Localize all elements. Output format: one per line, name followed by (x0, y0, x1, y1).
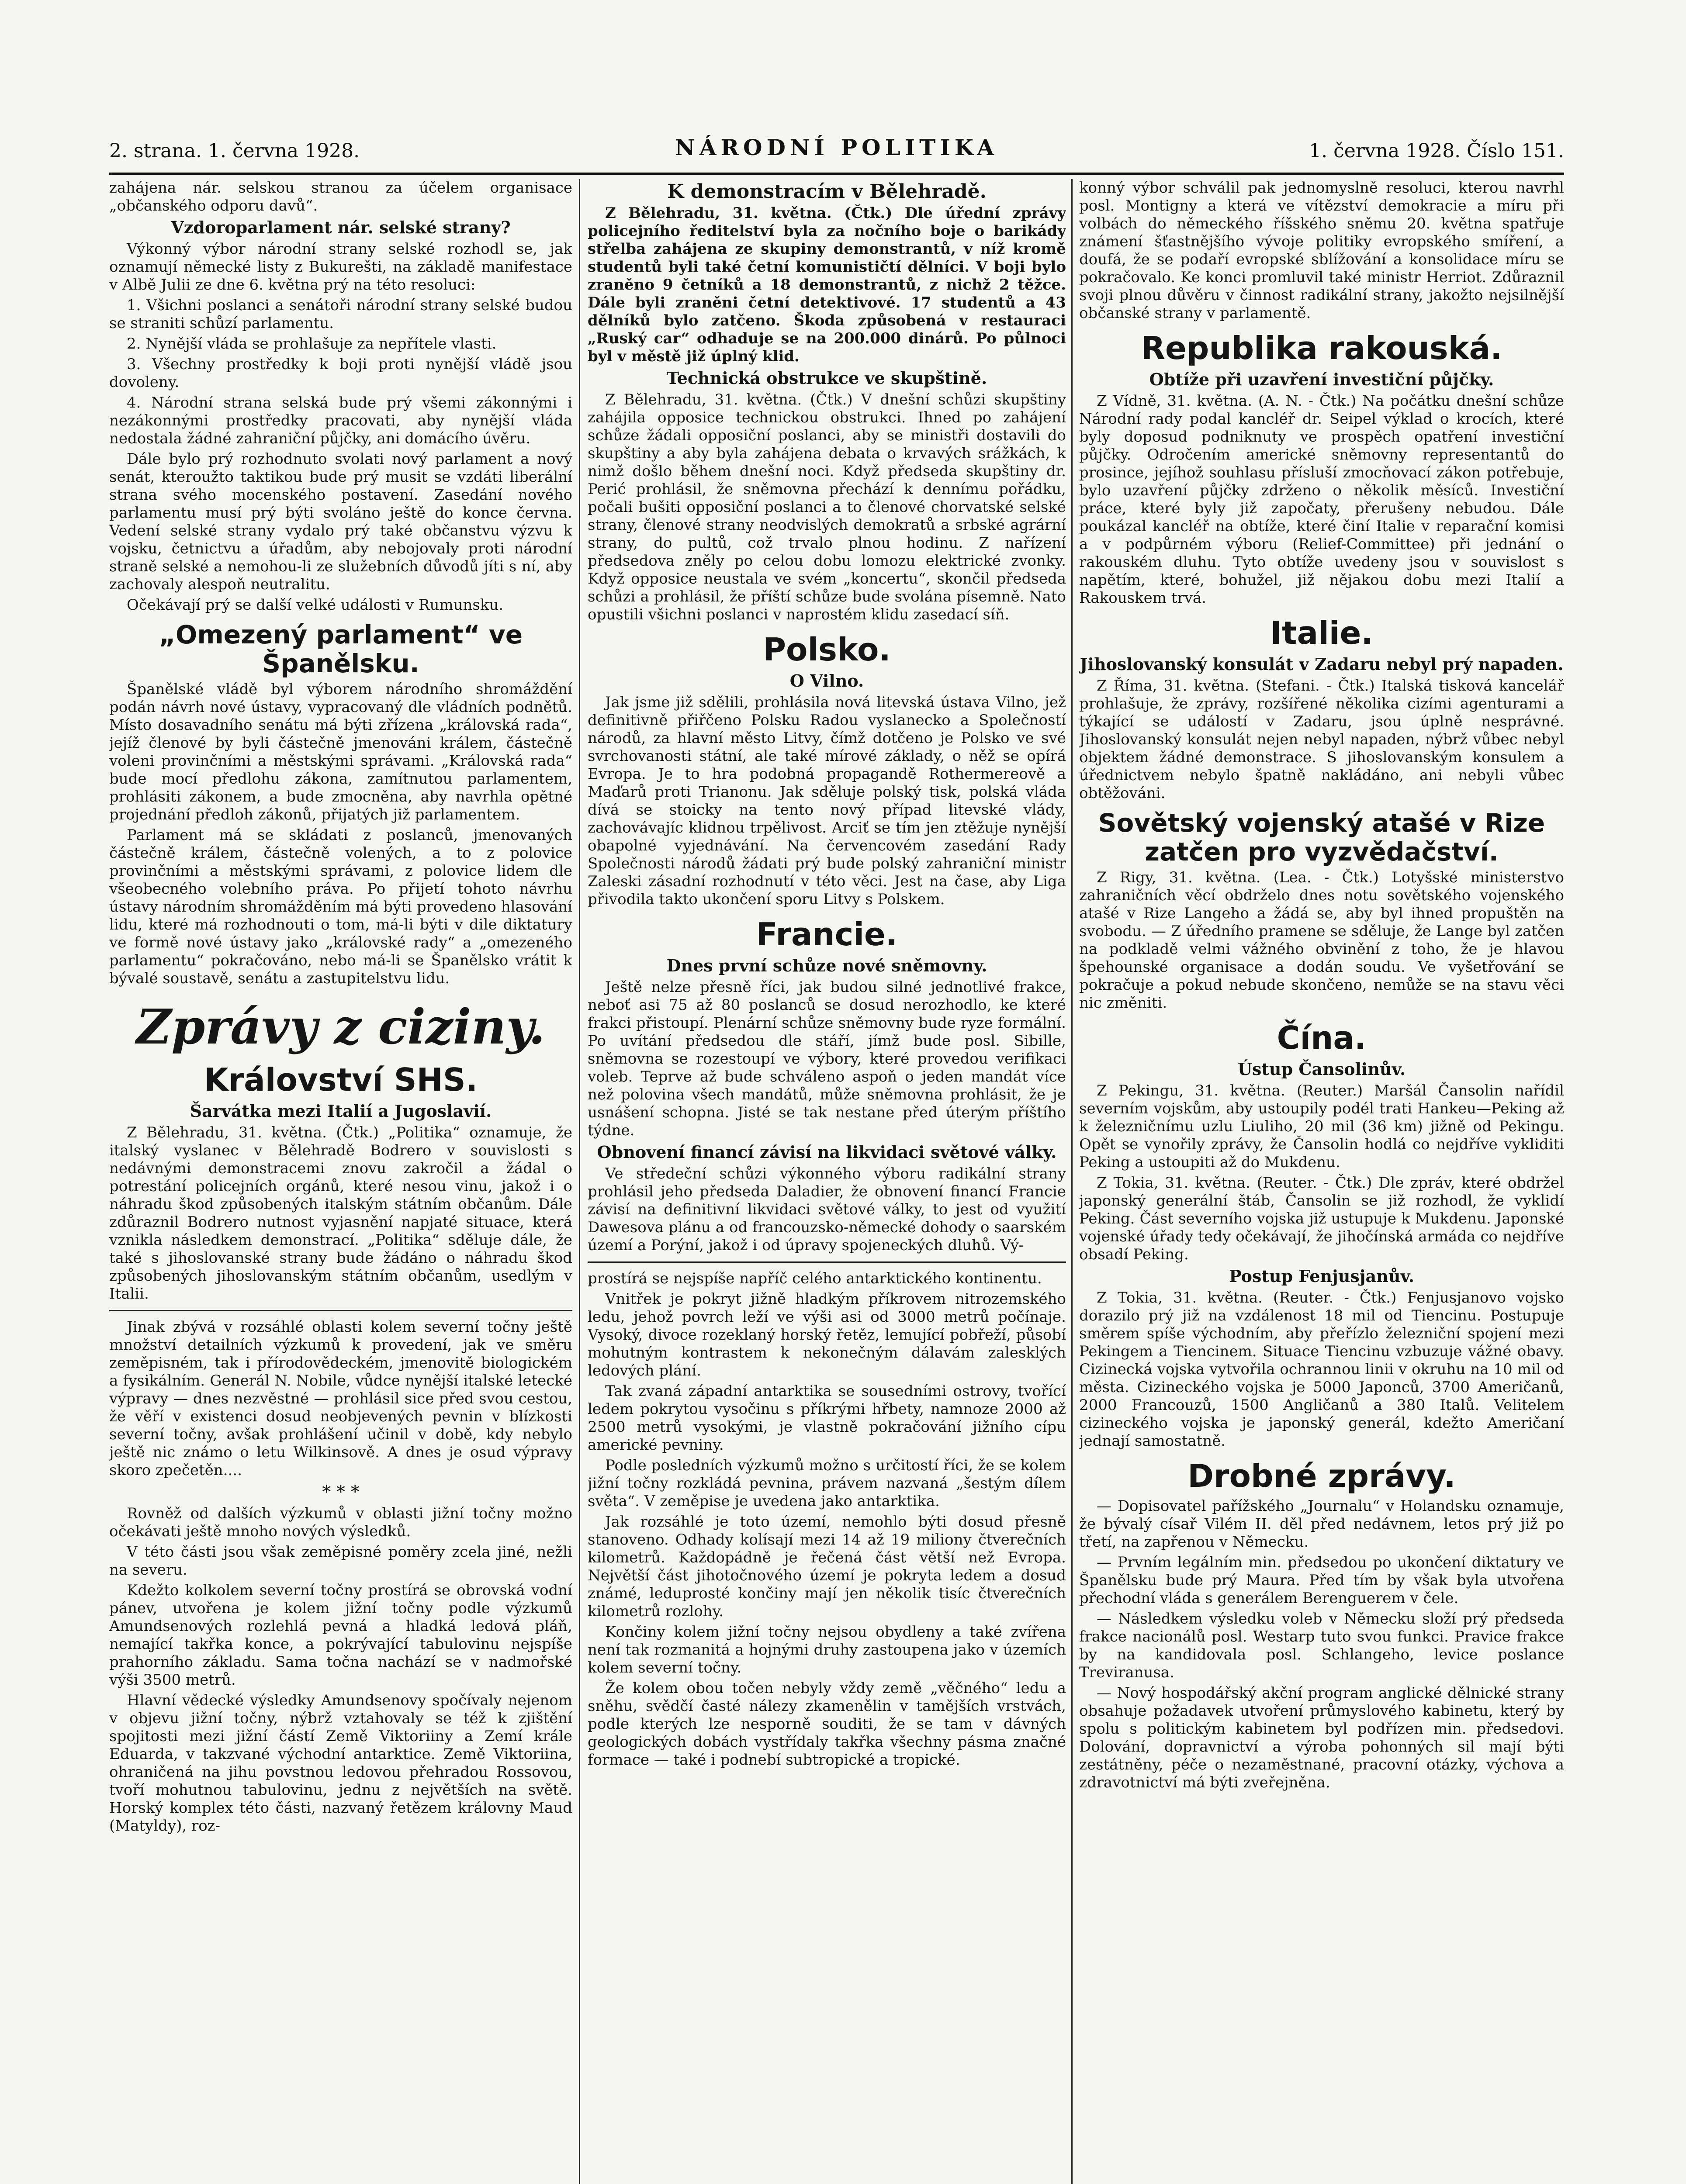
article-text: — Nový hospodářský akční program anglické dělnické strany obsahuje požadavek utvoření průmyslového kabinetu, který by spolu s politickým kabinetem byl podřízen min. předsedovi. Dolování, dopravnictví a výroba pohonných sil mají býti zestátněny, péče o nezaměstnané, pracovní otázky, výchova a zdravotnictví má býti zveřejněna. (1079, 1684, 1564, 1791)
column-divider (579, 179, 580, 2184)
article-text: Jinak zbývá v rozsáhlé oblasti kolem severní točny ještě množství detailních výzkumů k provedení, jak ve směru zeměpisném, tak i přírodovědeckém, jmenovitě biologickém a fysikálním. Generál N. Nobile, vůdce nynější italské letecké výpravy — dnes nezvěstné — prohlásil sice před svou cestou, že věří v existenci dosud neobjevených pevnin v blízkosti severní točny, avšak prohlášení učinil v době, kdy nebylo ještě nic známo o letu Wilkinsově. A dnes je osud výpravy skoro zpečetěn.... (109, 1318, 572, 1479)
country-heading: Francie. (756, 916, 898, 953)
article-headline: Šarvátka mezi Italií a Jugoslavií. (190, 1101, 492, 1121)
article-text: Parlament má se skládati z poslanců, jmenovaných částečně králem, částečně volených, a to z polovice provinčními a městskými správami, z polovice lidem dle všeobecného volebního práva. Po přijetí tohoto návrhu ústavy národním shromážděním má býti provedeno hlasování lidu, které má rozhodnouti o tom, má-li býti v dile diktatury ve formě nové ústavy jako „královské rady“ a „omezeného parlamentu“ pokračováno, nebo má-li se Španělsko vrátit k bývalé soustavě, senátu a zastupitelstvu lidu. (109, 826, 572, 987)
article-text: konný výbor schválil pak jednomyslně resoluci, kterou navrhl posl. Montigny a která ve vítězství demokracie a míru při volbách do německého říšského sněmu 20. května spatřuje známení šťastnějšího vývoje politiky evropského smíření, a doufá, že se podaří evropské sblížování a konsolidace míru se pokračovalo. Ke konci promluvil také ministr Herriot. Zdůraznil svoji plnou důvěru v činnost radikální strany, jakožto nejsilnější občanské strany v parlamentě. (1079, 179, 1564, 322)
country-heading: Polsko. (763, 631, 891, 668)
article-headline: O Vilno. (789, 671, 864, 691)
page-header (109, 131, 1564, 173)
article-text: Ve středeční schůzi výkonného výboru radikální strany prohlásil jeho předseda Daladier, že obnovení financí Francie závisí na definitivní likvidaci světové války, to jest od využití Dawesova plánu a od francouzsko-německé dohody o saarském území a Porýní, jakož i od úpravy spojeneckých dluhů. Vý- (588, 1165, 1066, 1254)
article-text: Z Říma, 31. května. (Stefani. - Čtk.) Italská tisková kancelář prohlašuje, že zprávy, rozšířené několika cizími agenturami a týkající se událostí v Zadaru, jsou úplně nesprávné. Jihoslovanský konsulát nejen nebyl napaden, nýbrž vůbec nebyl objektem žádné demonstrace. S jihoslovanským konsulem a úřednictvem nebylo špatně nakládáno, ani nebyli vůbec obtěžováni. (1079, 677, 1564, 802)
separator-stars: * * * (322, 1482, 360, 1502)
article-text: Jak rozsáhlé je toto území, nemohlo býti dosud přesně stanoveno. Odhady kolísají mezi 14 až 19 miliony čtverečních kilometrů. Každopádně je řečená část větší než Evropa. Největší část jihotočnového území je pokryta ledem a dosud známé, leduprosté končiny mají jen několik tisíc čtverečních kilometrů rozlohy. (588, 1513, 1066, 1620)
article-text: Dále bylo prý rozhodnuto svolati nový parlament a nový senát, kteroužto taktikou bude prý musit se vzdáti liberální strana svého mocenského postavení. Zasedání nového parlamentu musí prý býti svoláno ještě do konce června. Vedení selské strany vydalo prý také občanstvu výzvu k vojsku, četnictvu a úřadům, aby nebojovaly proti národní straně selské a nemohou-li ze služebních důvodů jíti s ní, aby zachovaly alespoň neutralitu. (109, 450, 572, 593)
country-heading: Italie. (1270, 615, 1373, 651)
column-2 (588, 179, 1066, 2184)
issue-date-number: 1. června 1928. Číslo 151. (1309, 140, 1564, 162)
article-text: — Následkem výsledku voleb v Německu složí prý předseda frakce nacionálů posl. Westarp tuto svou funkci. Pravice frakce by na kandidovala posl. Schlangeho, levice poslance Treviranusa. (1079, 1610, 1564, 1681)
article-text: — Prvním legálním min. předsedou po ukončení diktatury ve Španělsku bude prý Maura. Před tím by však byla utvořena přechodní vláda s generálem Berenguerem v čele. (1079, 1554, 1564, 1607)
article-text: 2. Nynější vláda se prohlašuje za nepřítele vlasti. (127, 335, 497, 352)
article-text: Že kolem obou točen nebyly vždy země „věčného“ ledu a sněhu, svědčí časté nálezy zkamenělin v tamějších vrstvách, podle kterých lze nesporně souditi, že se tam v dávných geologických dobách vystřídaly takřka všechny pásma značné formace — také i podnebí subtropické a tropické. (588, 1679, 1066, 1769)
article-text: Španělské vládě byl výborem národního shromáždění podán návrh nové ústavy, vypracovaný dle vládních podnětů. Místo dosavadního senátu má býti zřízena „královská rada“, jejíž členové by byli částečně jmenováni králem, částečně voleni provinčními a městskými správami. „Královská rada“ bude mocí předlohu zákona, zamítnutou parlamentem, prohlásiti zákonem, a bude zmocněna, aby navrhla opětné projednání předloh zákonů, přijatých již parlamentem. (109, 681, 572, 823)
article-text: Z Bělehradu, 31. května. (Čtk.) V dnešní schůzi skupštiny zahájila opposice technickou obstrukci. Ihned po zahájení schůze žádali opposiční poslanci, aby se ministři dostavili do skupštiny a aby byla zahájena debata o krvavých srážkách, k nimž došlo během dnešní noci. Když předseda skupštiny dr. Perić prohlásil, že sněmovna přechází k dennímu pořádku, počali bušiti opposiční poslanci a to členové chorvatské selské strany, členové strany neodvislých demokratů a srbské agrární strany, do pultů, což trvalo plnou hodinu. Z nařízení předsedova zněly po celou dobu lomozu elektrické zvonky. Když opposice neustala ve svém „koncertu“, skončil předseda schůzi a prohlásil, že příští schůze bude svolána písemně. Nato opustili všichni poslanci v naprostém klidu zasedací síň. (588, 391, 1066, 623)
article-text: Ještě nelze přesně říci, jak budou silné jednotlivé frakce, neboť asi 75 až 80 poslanců se dosud nerozhodlo, ke které frakci přistoupí. Plenární schůze sněmovny bude ryze formální. Po uvítání předsedou dle stáří, jímž bude posl. Sibille, sněmovna se rozestoupí ve výbory, které provedou verifikaci voleb. Teprve až bude schváleno aspoň o jeden mandát více než polovina všech mandátů, může sněmovna prohlásit, že je usnášení schopna. Jisté se tak nestane před úterým příštího týdne. (588, 978, 1066, 1139)
article-text: Z Tokia, 31. května. (Reuter. - Čtk.) Dle zpráv, které obdržel japonský generální štáb, Čansolin se již rozhodl, že vyklidí Peking. Část severního vojska již ustupuje k Mukdenu. Japonské vojenské úřady tedy očekávají, že jihočínská armáda co nejdříve obsadí Peking. (1079, 1174, 1564, 1263)
column-1 (109, 179, 572, 2184)
article-text: 1. Všichni poslanci a senátoři národní strany selské budou se straniti schůzí parlamentu. (109, 297, 572, 332)
article-text: Výkonný výbor národní strany selské rozhodl se, jak oznamují německé listy z Bukurešti, na základě manifestace v Albě Julii ze dne 6. května prý na této resoluci: (109, 240, 572, 294)
article-text: Rovněž od dalších výzkumů v oblasti jižní točny možno očekávati ještě mnoho nových výsledků. (109, 1505, 572, 1540)
newspaper-title: NÁRODNÍ POLITIKA (675, 135, 998, 160)
page-number-date: 2. strana. 1. června 1928. (109, 140, 360, 162)
article-headline: Vzdoroparlament nár. selské strany? (171, 218, 511, 237)
article-headline: Postup Fenjusjanův. (1229, 1266, 1414, 1286)
country-heading: Čína. (1277, 1019, 1367, 1056)
section-title: Zprávy z ciziny. (136, 999, 545, 1055)
article-headline: Obtíže při uzavření investiční půjčky. (1149, 370, 1494, 389)
article-headline: Obnovení financí závisí na likvidaci světové války. (597, 1142, 1057, 1162)
article-text: Z Rigy, 31. května. (Lea. - Čtk.) Lotyšské ministerstvo zahraničních věcí obdrželo dnes notu sovětského vojenského atašé v Rize Langeho a žádá se, aby byl ihned propuštěn na svobodu. — Z úředního pramene se sděluje, že Lange byl zatčen na podkladě velmi vážného obvinění z toho, že je hlavou špehounské organisace a dodán soudu. Ve vyšetřování se pokračuje a pokud nebude skončeno, nemůže se na stavu věci nic změniti. (1079, 869, 1564, 1012)
article-text: Z Vídně, 31. května. (A. N. - Čtk.) Na počátku dnešní schůze Národní rady podal kancléř dr. Seipel výklad o krocích, které byly doposud podniknuty ve prospěch opatření investiční půjčky. Odročením americké sněmovny representantů do prosince, jejíhož souhlasu přísluší zmocňovací zákon potřebuje, bylo uzavření půjčky zdrženo o několik měsíců. Investiční práce, které byly již započaty, přerušeny nebudou. Dále poukázal kancléř na obtíže, které činí Italie v reparační komisi a v podpůrném výboru (Relief-Committee) při jednání o rakouském dluhu. Tyto obtíže uvedeny jsou v souvislost s napětím, které, bohužel, již nějakou dobu mezi Italií a Rakouskem trvá. (1079, 392, 1564, 607)
column-3 (1079, 179, 1564, 2184)
article-text: Kdežto kolkolem severní točny prostírá se obrovská vodní pánev, utvořena je kolem jižní točny podle výzkumů Amundsenových rozlehlá pevná a hladká ledová pláň, nemající takřka konce, a pokrývající tabulovinu nejspíše prahorního základu. Sama točna nachází se v nadmořské výši 3500 metrů. (109, 1582, 572, 1689)
section-rule (588, 1261, 1066, 1263)
section-rule (109, 1310, 572, 1311)
article-headline: Sovětský vojenský atašé v Rize zatčen pro vyzvědačství. (1098, 808, 1545, 867)
article-headline: Ústup Čansolinův. (1237, 1059, 1406, 1079)
article-text: Podle posledních výzkumů možno s určitostí říci, že se kolem jižní točny rozkládá pevnina, právem nazvaná „šestým dílem světa“. V zeměpise je uvedena jako antarktika. (588, 1457, 1066, 1510)
header-rule (109, 173, 1564, 175)
article-text: 3. Všechny prostředky k boji proti nynější vládě jsou dovoleny. (109, 356, 572, 391)
article-text: 4. Národní strana selská bude prý všemi zákonnými i nezákonnými prostředky pracovati, aby nynější vláda nedostala žádné zahraniční půjčky, ani domácího úvěru. (109, 394, 572, 447)
article-text: zahájena nár. selskou stranou za účelem organisace „občanského odporu davů“. (109, 179, 572, 214)
article-headline: Dnes první schůze nové sněmovny. (666, 956, 987, 975)
article-text: Z Bělehradu, 31. května. (Čtk.) Dle úřední zprávy policejního ředitelství byla za nočního boje o barikády střelba zahájena ze skupiny demonstrantů, v níž kromě studentů byli také četní komunističtí dělníci. V boji bylo zraněno 9 četníků a 18 demonstrantů, z nichž 2 těžce. Dále byli zraněni četní detektivové. 17 studentů a 43 dělníků bylo zatčeno. Škoda způsobená v restauraci „Ruský car“ odhaduje se na 200.000 dinárů. Po půlnoci byl v městě již úplný klid. (588, 204, 1066, 365)
article-text: Očekávají prý se další velké události v Rumunsku. (127, 596, 504, 614)
article-text: Z Pekingu, 31. května. (Reuter.) Maršál Čansolin nařídil severním vojskům, aby ustoupily podél trati Hankeu—Peking až k železničnímu uzlu Liuliho, 20 mil (36 km) jižně od Pekingu. Opět se vynořily zprávy, že Čansolin hodlá co nejdříve vykliditi Peking a ustoupiti až do Mukdenu. (1079, 1082, 1564, 1171)
country-heading: Království SHS. (204, 1061, 478, 1098)
article-text: Z Tokia, 31. května. (Reuter. - Čtk.) Fenjusjanovo vojsko dorazilo prý již na vzdálenost 18 mil od Tiencinu. Postupuje směrem spíše východním, aby přeřízlo železniční spojení mezi Pekingem a Tiencinem. Situace Tiencinu vzbuzuje vážné obavy. Cizinecká vojska vytvořila ochrannou linii v okruhu na 10 mil od města. Cizineckého vojska je 5000 Japonců, 3700 Američanů, 2000 Francouzů, 1500 Angličanů a 380 Italů. Velitelem cizineckého vojska je japonský generál, kdežto Američaní jednají samostatně. (1079, 1289, 1564, 1450)
article-text: — Dopisovatel pařížského „Journalu“ v Holandsku oznamuje, že bývalý císař Vilém II. děl před nedávnem, letos prý již po třetí, na zapřenou v Německu. (1079, 1497, 1564, 1551)
article-text: Jak jsme již sdělili, prohlásila nová litevská ústava Vilno, jež definitivně přiřčeno Polsku Radou vyslanecko a Společností národů, za hlavní město Litvy, čímž dotčeno je Polsko ve své svrchovanosti státní, ale také mírové základy, o něž se opírá Evropa. Je to hra podobná propagandě Rothermereově a Maďarů proti Trianonu. Jak sděluje polský tisk, polská vláda dívá se stoicky na tento nový případ litevské vlády, zachovávajíc klidnou trpělivost. Arciť se tím jen ztěžuje nynější obapolné vyjednávání. Na červencovém zasedání Rady Společnosti národů žádati prý bude polský zahraniční ministr Zaleski zásadní rozhodnutí v této věci. Jest na čase, aby Liga přivodila takto ukončení sporu Litvy s Polskem. (588, 694, 1066, 908)
country-heading: Republika rakouská. (1141, 330, 1503, 366)
article-headline: K demonstracím v Bělehradě. (667, 180, 987, 203)
article-text: prostírá se nejspíše napříč celého antarktického kontinentu. (588, 1270, 1042, 1287)
article-headline: „Omezený parlament“ ve Španělsku. (159, 620, 523, 678)
column-divider (1071, 179, 1073, 2184)
article-text: V této části jsou však zeměpisné poměry zcela jiné, nežli na severu. (109, 1543, 572, 1579)
article-text: Hlavní vědecké výsledky Amundsenovy spočívaly nejenom v objevu jižní točny, nýbrž vztahovaly se též k zjištění spojitosti mezi jižní částí Země Viktoriiny a Zemí krále Eduarda, v takzvané východní antarktice. Země Viktoriina, ohraničená na jihu povstnou ledovou přehradou Rossovou, tvoří mohutnou tabulovinu, jednu z největších na světě. Horský komplex této části, nazvaný řetězem královny Maud (Matyldy), roz- (109, 1692, 572, 1835)
article-text: Tak zvaná západní antarktika se sousedními ostrovy, tvořící ledem pokrytou vysočinu s příkrými hřbety, namnoze 2000 až 2500 metrů vysokými, je vlastně pokračování jižního cípu americké pevniny. (588, 1382, 1066, 1454)
article-text: Končiny kolem jižní točny nejsou obydleny a také zvířena není tak rozmanitá a hojnými druhy zastoupena jako v územích kolem severní točny. (588, 1623, 1066, 1676)
article-text: Z Bělehradu, 31. května. (Čtk.) „Politika“ oznamuje, že italský vyslanec v Bělehradě Bodrero v souvislosti s nedávnými demonstracemi znovu zakročil a žádal o potrestání policejních orgánů, které nesou vinu, jakož i o náhradu škod způsobených italským státním občanům. Dále zdůraznil Bodrero nutnost vyjasnění napjaté situace, která vznikla následkem demonstrací. „Politika“ sděluje dále, že také s jihoslovanské strany bude žádáno o náhradu škod způsobených jihoslovanským státním občanům, usedlým v Italii. (109, 1124, 572, 1303)
article-headline: Technická obstrukce ve skupštině. (666, 368, 987, 388)
article-text: Vnitřek je pokryt jižně hladkým příkrovem nitrozemského ledu, jehož povrch leží ve výši asi od 3000 metrů počínaje. Vysoký, divoce rozeklaný horský řetěz, lemující pobřeží, působí mohutným kontrastem k nekonečným dálavám zalesklých ledových plání. (588, 1290, 1066, 1379)
section-heading: Drobné zprávy. (1187, 1458, 1456, 1494)
article-headline: Jihoslovanský konsulát v Zadaru nebyl prý napaden. (1080, 654, 1564, 674)
